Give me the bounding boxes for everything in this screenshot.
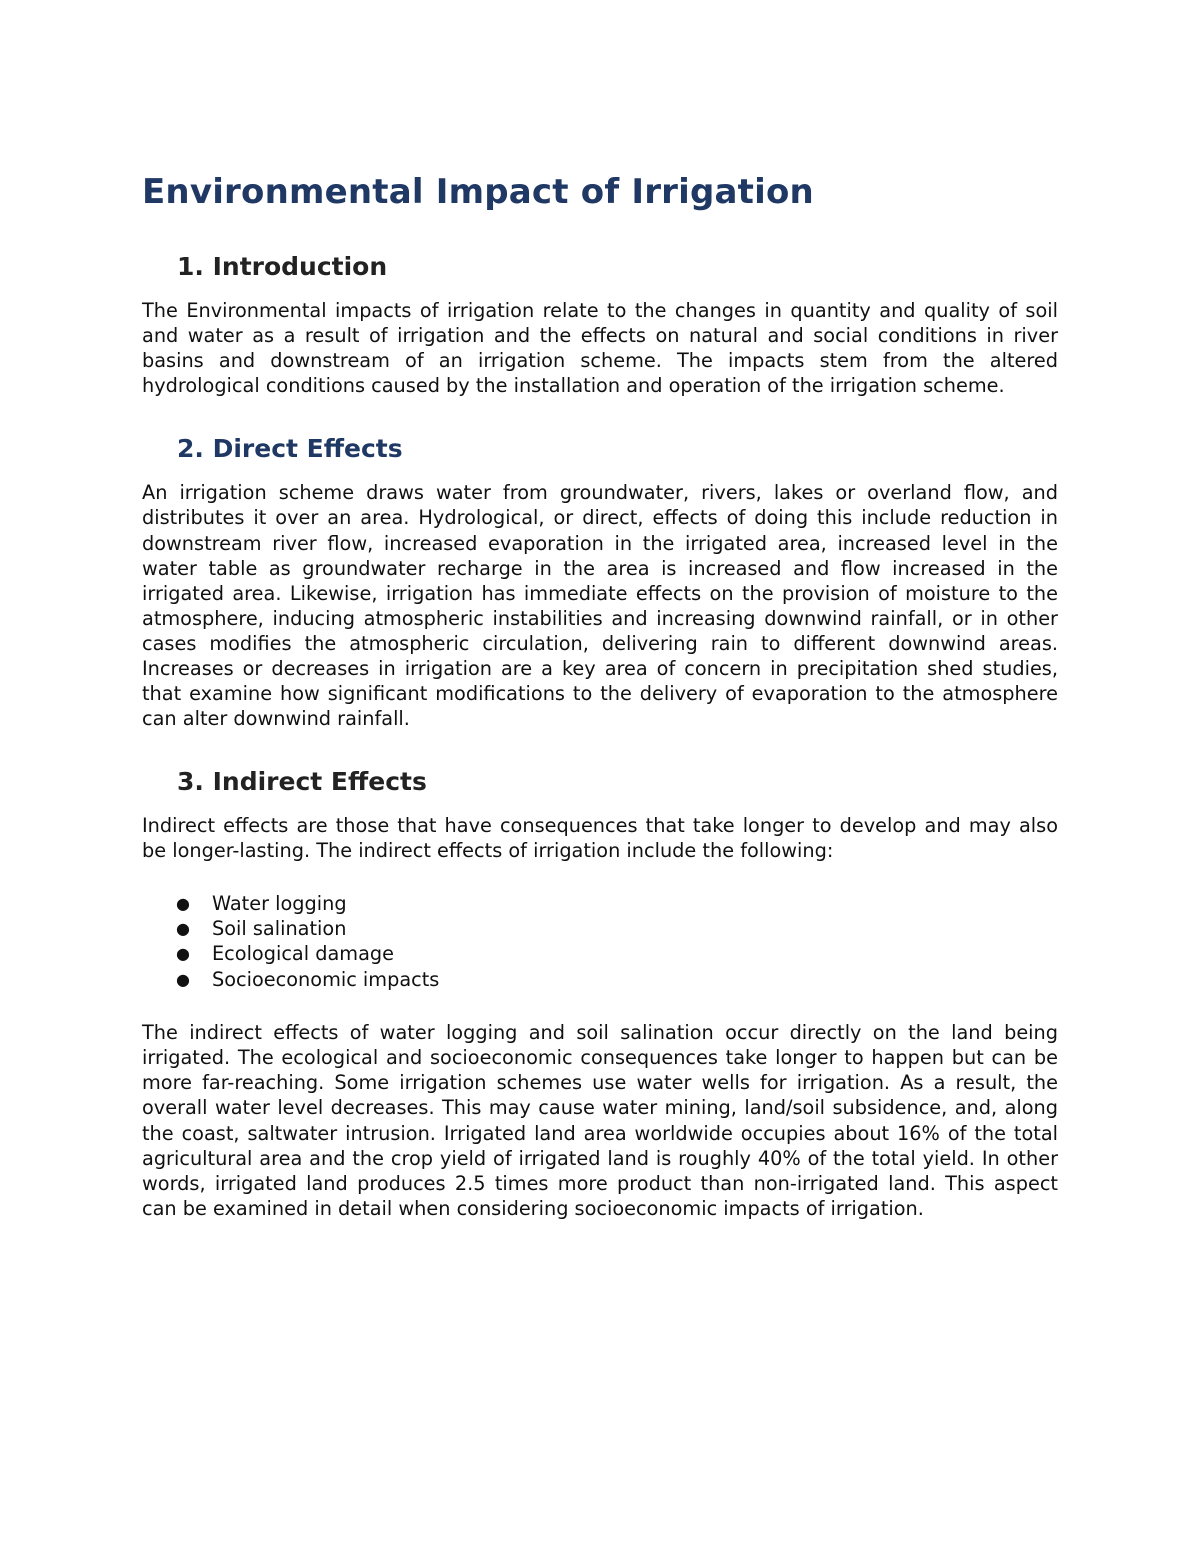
bullet-icon: ● <box>176 944 190 964</box>
document-title: Environmental Impact of Irrigation <box>142 172 814 212</box>
list-item <box>142 916 1058 941</box>
section-heading-direct-effects: 2. Direct Effects <box>177 434 403 464</box>
bullet-icon: ● <box>176 918 190 938</box>
bullet-icon: ● <box>176 893 190 913</box>
list-item <box>142 967 1058 992</box>
indirect-effects-detail-paragraph: The indirect effects of water logging and soil salination occur directly on the land being irrigated. The ecological and socioeconomic consequences take longer to happen but can be more far-reaching. Some irrigation schemes use water wells for irrigation. As a result, the overall water level decreases. This may cause water mining, land/soil subsidence, and, along the coast, saltwater intrusion. Irrigated land area worldwide occupies about 16% of the total agricultural area and the crop yield of irrigated land is roughly 40% of the total yield. In other words, irrigated land produces 2.5 times more product than non-irrigated land. This aspect can be examined in detail when considering socioeconomic impacts of irrigation. <box>142 1021 1058 1220</box>
bullet-icon: ● <box>176 969 190 989</box>
indirect-effects-list <box>142 891 1058 993</box>
direct-effects-paragraph: An irrigation scheme draws water from groundwater, rivers, lakes or overland flow, and distributes it over an area. Hydrological, or direct, effects of doing this include reduction in downstream river flow, increased evaporation in the irrigated area, increased level in the water table as groundwater recharge in the area is increased and flow increased in the irrigated area. Likewise, irrigation has immediate effects on the provision of moisture to the atmosphere, inducing atmospheric instabilities and increasing downwind rainfall, or in other cases modifies the atmospheric circulation, delivering rain to different downwind areas. Increases or decreases in irrigation are a key area of concern in precipitation shed studies, that examine how significant modifications to the delivery of evaporation to the atmosphere can alter downwind rainfall. <box>142 481 1058 731</box>
section-heading-indirect-effects: 3. Indirect Effects <box>177 767 427 797</box>
list-item-label: Water logging <box>212 891 347 915</box>
indirect-effects-intro-paragraph: Indirect effects are those that have consequences that take longer to develop and may also be longer-lasting. The indirect effects of irrigation include the following: <box>142 814 1058 863</box>
document-page <box>142 168 1058 1221</box>
section-heading-introduction: 1. Introduction <box>177 252 388 281</box>
list-item-label: Soil salination <box>212 916 347 940</box>
list-item-label: Ecological damage <box>212 942 394 966</box>
list-item-label: Socioeconomic impacts <box>212 967 440 991</box>
introduction-paragraph: The Environmental impacts of irrigation relate to the changes in quantity and quality of soil and water as a result of irrigation and the effects on natural and social conditions in river basins and downstream of an irrigation scheme. The impacts stem from the altered hydrological conditions caused by the installation and operation of the irrigation scheme. <box>142 299 1058 398</box>
list-item <box>142 941 1058 966</box>
list-item <box>142 891 1058 916</box>
